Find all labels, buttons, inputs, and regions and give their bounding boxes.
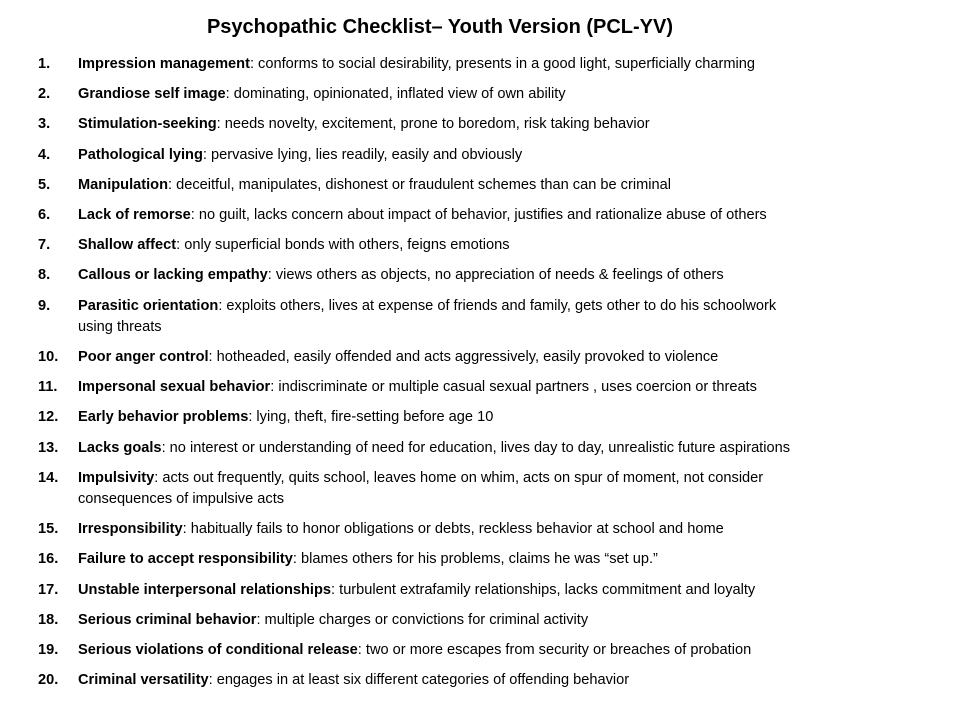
item-first-line (78, 84, 918, 105)
item-number: 9. (38, 297, 51, 314)
item-first-line (78, 265, 918, 286)
item-description: : needs novelty, excitement, prone to boredom, risk taking behavior (216, 116, 650, 133)
item-first-line (78, 54, 918, 75)
item-term: Failure to accept responsibility (78, 551, 293, 568)
item-description: : pervasive lying, lies readily, easily and obviously (202, 146, 523, 163)
checklist-item (38, 407, 918, 428)
item-number: 17. (38, 581, 59, 598)
item-description: : conforms to social desirability, presents in a good light, superficially charming (249, 56, 756, 72)
item-term: Lacks goals (78, 439, 162, 456)
item-first-line (78, 347, 918, 368)
item-number: 13. (38, 439, 59, 456)
item-term: Poor anger control (78, 349, 209, 365)
item-number: 19. (38, 642, 59, 658)
item-first-line (78, 145, 918, 166)
item-number: 18. (38, 611, 59, 628)
checklist-item (38, 640, 918, 661)
checklist-item (38, 519, 918, 540)
item-term: Serious criminal behavior (78, 611, 257, 628)
item-first-line (78, 175, 918, 196)
item-description: consequences of impulsive acts (78, 490, 285, 507)
checklist-item (38, 580, 918, 601)
checklist-item (38, 114, 918, 135)
item-first-line (78, 468, 918, 489)
item-term: Early behavior problems (78, 409, 249, 426)
item-number: 8. (38, 267, 51, 284)
checklist-item (38, 468, 918, 510)
item-number: 7. (38, 237, 51, 254)
item-number: 11. (38, 379, 58, 396)
checklist-item (38, 377, 918, 398)
item-number: 6. (38, 206, 51, 223)
item-description: : hotheaded, easily offended and acts aggressively, easily provoked to violence (208, 349, 719, 365)
item-first-line (78, 610, 918, 631)
checklist-item (38, 347, 918, 368)
checklist-item (38, 54, 918, 75)
item-description: : blames others for his problems, claims he was “set up.” (292, 551, 658, 568)
item-first-line (78, 670, 918, 691)
item-number: 20. (38, 672, 59, 689)
item-term: Impulsivity (78, 469, 155, 486)
item-description: : engages in at least six different categories of offending behavior (208, 672, 630, 689)
item-description: : exploits others, lives at expense of friends and family, gets other to do his schoolwork (218, 297, 777, 314)
item-description: : turbulent extrafamily relationships, lacks commitment and loyalty (331, 581, 756, 598)
item-description: : no interest or understanding of need for education, lives day to day, unrealistic future aspirations (161, 439, 791, 456)
item-description: : views others as objects, no appreciation of needs & feelings of others (267, 267, 724, 284)
item-description: : no guilt, lacks concern about impact of behavior, justifies and rationalize abuse of others (190, 206, 767, 223)
item-term: Pathological lying (78, 146, 203, 163)
checklist-item (38, 175, 918, 196)
item-number: 10. (38, 349, 59, 365)
item-number: 2. (38, 86, 51, 103)
checklist-item (38, 438, 918, 459)
item-number: 5. (38, 176, 51, 193)
item-description: : habitually fails to honor obligations or debts, reckless behavior at school and home (182, 521, 724, 538)
item-description: : deceitful, manipulates, dishonest or fraudulent schemes than can be criminal (168, 176, 671, 193)
item-first-line (78, 407, 918, 428)
item-number: 3. (38, 116, 51, 133)
item-term: Manipulation (78, 176, 168, 193)
checklist-item (38, 296, 918, 338)
item-first-line (78, 377, 918, 398)
item-description: : only superficial bonds with others, feigns emotions (176, 237, 510, 254)
checklist-item (38, 145, 918, 166)
item-first-line (78, 296, 918, 317)
checklist-item (38, 265, 918, 286)
item-term: Callous or lacking empathy (78, 267, 268, 284)
item-term: Irresponsibility (78, 521, 183, 538)
item-term: Grandiose self image (78, 86, 226, 103)
item-term: Stimulation-seeking (78, 116, 217, 133)
item-number: 15. (38, 521, 59, 538)
item-description: : multiple charges or convictions for criminal activity (256, 611, 589, 628)
checklist-item (38, 670, 918, 691)
item-term: Lack of remorse (78, 206, 191, 223)
checklist-item (38, 610, 918, 631)
item-first-line (78, 549, 918, 570)
item-description: : two or more escapes from security or breaches of probation (357, 642, 752, 658)
item-term: Criminal versatility (78, 672, 209, 689)
item-description: : lying, theft, fire-setting before age 10 (248, 409, 494, 426)
item-number: 14. (38, 469, 59, 486)
item-first-line (78, 438, 918, 459)
checklist-item (38, 235, 918, 256)
page-title: Psychopathic Checklist– Youth Version (PCL-YV) (206, 16, 674, 38)
item-first-line (78, 519, 918, 540)
item-number: 16. (38, 551, 59, 568)
checklist-item (38, 549, 918, 570)
item-first-line (78, 114, 918, 135)
checklist-item (38, 205, 918, 226)
checklist (38, 54, 918, 700)
item-term: Shallow affect (78, 237, 177, 254)
item-description: : indiscriminate or multiple casual sexual partners , uses coercion or threats (270, 379, 757, 396)
item-term: Impersonal sexual behavior (78, 379, 271, 396)
checklist-item (38, 84, 918, 105)
item-first-line (78, 205, 918, 226)
item-description: : acts out frequently, quits school, leaves home on whim, acts on spur of moment, not consider (154, 469, 764, 486)
item-term: Unstable interpersonal relationships (78, 581, 332, 598)
item-first-line (78, 235, 918, 256)
item-description: : dominating, opinionated, inflated view of own ability (225, 86, 566, 103)
item-term: Parasitic orientation (78, 297, 219, 314)
item-continuation-line (78, 489, 918, 510)
item-description: using threats (78, 318, 162, 335)
item-continuation-line (78, 317, 918, 338)
item-number: 12. (38, 409, 59, 426)
item-first-line (78, 640, 918, 661)
item-first-line (78, 580, 918, 601)
item-number: 4. (38, 146, 51, 163)
item-term: Impression management (78, 56, 250, 72)
item-number: 1. (38, 56, 51, 72)
item-term: Serious violations of conditional release (78, 642, 358, 658)
